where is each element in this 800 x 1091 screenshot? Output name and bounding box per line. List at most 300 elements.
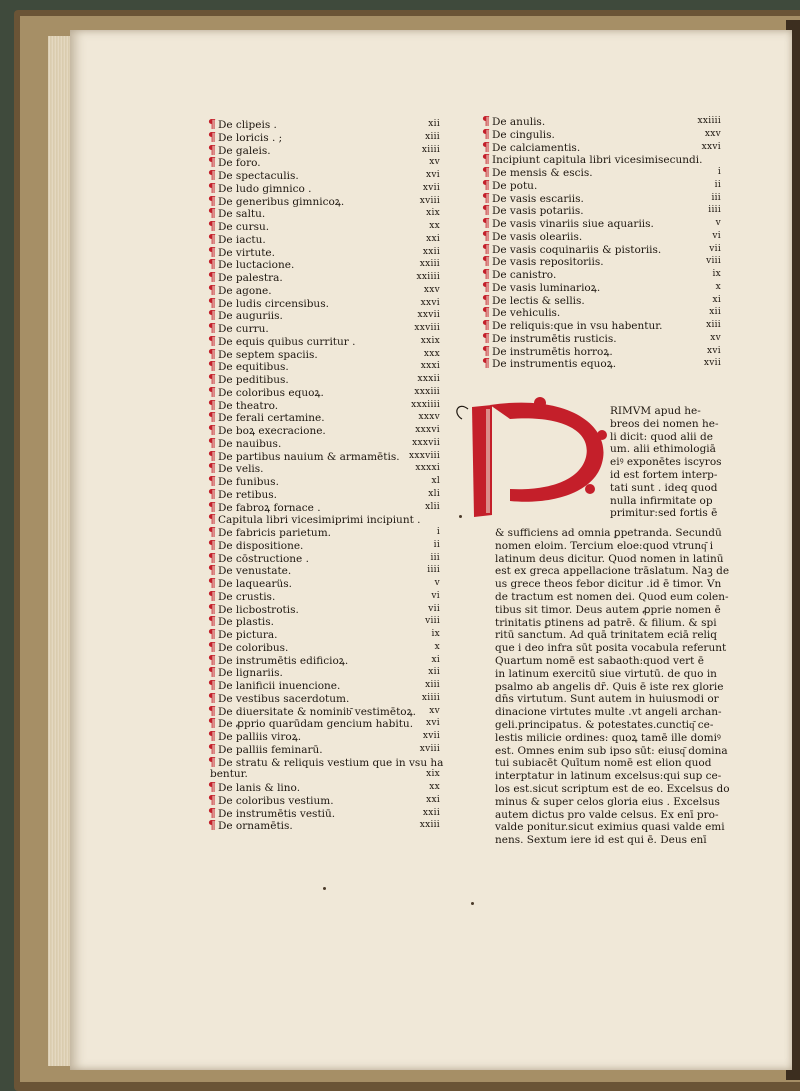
chapter-entry	[482, 217, 724, 230]
text-line: est. Omnes enim sub ipso sūt: eiusq͂ domina	[495, 744, 728, 757]
chapter-number: xxi	[426, 794, 440, 805]
chapter-entry	[208, 434, 443, 450]
chapter-number: xxiiii	[416, 272, 440, 282]
chapter-number: xxvi	[701, 141, 721, 152]
rubric-mark: ¶	[208, 256, 216, 272]
chapter-title: De vehiculis.	[491, 307, 561, 320]
chapter-title: De foro.	[217, 157, 261, 170]
chapter-number: iii	[430, 552, 440, 563]
ink-speck	[323, 887, 326, 890]
text-line: RIMVM apud he-	[610, 405, 701, 417]
chapter-entry	[482, 189, 724, 205]
chapter-title: De palliis viroꝝ.	[217, 731, 302, 743]
rubric-mark: ¶	[482, 342, 490, 358]
text-line: nomen eloim. Tercium eloe:quod vtrunq͂ i	[495, 539, 714, 552]
text-line: tati sunt . ideq quod	[610, 481, 718, 494]
chapter-number: xxvii	[417, 310, 440, 321]
chapter-title: De vasis repositoriis.	[491, 256, 604, 269]
rubric-mark: ¶	[208, 524, 216, 539]
text-line: breos dei nomen he-	[610, 417, 719, 430]
rubric-mark: ¶	[208, 587, 216, 603]
rubric-mark: ¶	[208, 817, 216, 833]
chapter-entry	[208, 322, 443, 335]
chapter-title: De palliis feminarū.	[217, 743, 323, 756]
chapter-number: iiii	[427, 565, 440, 576]
text-line: primitur:sed fortis ē	[610, 507, 718, 520]
text-line: in latinum exercitū siue virtutū. de quo in	[495, 667, 717, 680]
chapter-number: viii	[425, 616, 440, 627]
chapter-title: De ludo gimnico .	[217, 182, 312, 195]
rubric-mark: ¶	[482, 176, 490, 192]
chapter-title: De funibus.	[217, 476, 279, 488]
chapter-entry	[208, 526, 443, 539]
rubric-mark: ¶	[208, 332, 216, 348]
chapter-title: De partibus nauium & armamētis.	[217, 450, 400, 463]
text-line: eiꝰ exponētes iscyros	[610, 456, 722, 469]
rubric-mark: ¶	[208, 294, 216, 310]
rubric-mark: ¶	[482, 278, 490, 294]
chapter-entry	[208, 424, 443, 437]
rubric-mark: ¶	[482, 164, 490, 179]
chapter-number: xxv	[704, 128, 721, 139]
chapter-title: De canistro.	[491, 269, 557, 281]
chapter-number: xxxii	[417, 374, 440, 384]
chapter-title: De curru.	[217, 323, 269, 335]
chapter-title: De cōstructione .	[217, 552, 309, 565]
rubric-mark: ¶	[208, 804, 216, 820]
chapter-number: xxx	[423, 348, 440, 359]
chapter-number: ii	[714, 179, 721, 190]
rubric-mark: ¶	[208, 511, 216, 527]
chapter-entry	[208, 396, 443, 412]
chapter-title: De ferali certamine.	[217, 412, 325, 425]
chapter-list-left	[208, 118, 443, 832]
chapter-title: De dispositione.	[217, 539, 304, 552]
chapter-title: De pictura.	[217, 629, 278, 641]
chapter-entry	[208, 309, 443, 322]
chapter-number: v	[715, 218, 721, 228]
chapter-entry	[208, 411, 443, 424]
rubric-mark: ¶	[208, 677, 216, 692]
text-line: ritū sanctum. Ad quā trinitatem eciā reliq	[495, 629, 717, 642]
chapter-title: De ꝓprio quarūdam gencium habitu.	[217, 718, 414, 731]
rubric-mark: ¶	[208, 791, 216, 807]
chapter-number: xxxxi	[415, 463, 440, 474]
chapter-incipit	[208, 513, 443, 526]
rubric-mark: ¶	[208, 205, 216, 221]
chapter-number: iiii	[708, 205, 721, 216]
chapter-entry	[208, 243, 443, 259]
chapter-number: xxiii	[419, 259, 440, 270]
chapter-number: xl	[431, 476, 440, 486]
chapter-title: De velis.	[217, 463, 264, 476]
chapter-entry	[208, 207, 443, 220]
decorated-initial-p	[452, 393, 612, 523]
chapter-number: xvii	[703, 358, 721, 369]
rubric-mark: ¶	[482, 202, 490, 218]
chapter-entry	[482, 342, 724, 358]
chapter-number: vi	[431, 590, 440, 601]
chapter-entry	[208, 498, 443, 514]
chapter-title: De cursu.	[217, 221, 270, 233]
chapter-number: xxi	[426, 233, 440, 244]
text-line: dn̄s virtutum. Sunt autem in huiusmodi or	[495, 693, 719, 706]
chapter-entry	[208, 128, 443, 144]
rubric-mark: ¶	[208, 422, 216, 437]
rubric-mark: ¶	[482, 227, 490, 243]
chapter-entry	[208, 447, 443, 463]
text-line: nulla infirmitate op	[610, 494, 713, 507]
text-line: li dicit: quod alii de	[610, 430, 713, 443]
chapter-number: x	[715, 281, 721, 292]
chapter-title: De laquearüs.	[217, 578, 293, 590]
rubric-mark: ¶	[208, 779, 216, 794]
chapter-title: De theatro.	[217, 399, 279, 412]
text-line: trinitatis ꝑtinens ad patrē. & filium. & spi	[495, 616, 717, 629]
chapter-title: De iactu.	[217, 233, 266, 246]
chapter-title: De coloribus.	[217, 641, 289, 654]
chapter-number: xx	[429, 782, 440, 792]
chapter-entry	[208, 666, 443, 679]
chapter-number: vi	[712, 230, 721, 241]
rubric-mark: ¶	[208, 715, 216, 731]
chapter-entry	[208, 230, 443, 246]
chapter-entry	[208, 564, 443, 577]
chapter-entry	[208, 281, 443, 297]
chapter-title: De palestra.	[217, 272, 283, 284]
chapter-entry	[482, 291, 724, 307]
rubric-mark: ¶	[208, 664, 216, 680]
chapter-title: De peditibus.	[217, 374, 289, 386]
chapter-entry	[208, 740, 443, 756]
chapter-title: Capitula libri vicesimiprimi incipiunt .	[217, 514, 421, 527]
chapter-number: xxxi	[420, 361, 440, 372]
rubric-mark: ¶	[208, 269, 216, 284]
chapter-title: De coloribus equoꝝ.	[217, 386, 324, 399]
rubric-mark: ¶	[482, 355, 490, 371]
chapter-number: ii	[433, 539, 440, 550]
rubric-mark: ¶	[208, 434, 216, 450]
chapter-entry	[208, 169, 443, 182]
rubric-mark: ¶	[208, 383, 216, 399]
rubric-mark: ¶	[208, 626, 216, 641]
rubric-mark: ¶	[482, 138, 490, 154]
ink-speck	[471, 902, 474, 905]
chapter-number: xi	[431, 654, 440, 665]
rubric-mark: ¶	[208, 141, 216, 157]
chapter-entry	[208, 791, 443, 807]
text-line: interptatur in latinum excelsus:qui sup ce-	[495, 770, 722, 783]
chapter-entry	[208, 220, 443, 233]
text-line: valde ponitur.sicut eximius quasi valde emi	[495, 821, 725, 834]
text-line: que i deo infra sūt posita vocabula referunt	[495, 642, 727, 655]
rubric-mark: ¶	[208, 230, 216, 246]
chapter-number: xxvi	[420, 297, 440, 308]
chapter-number: xxxiii	[414, 386, 440, 397]
chapter-number: vii	[709, 243, 721, 254]
chapter-entry	[208, 549, 443, 565]
chapter-entry	[208, 804, 443, 820]
chapter-number: xvi	[426, 170, 440, 180]
chapter-number: xiii	[425, 131, 440, 142]
chapter-entry	[208, 271, 443, 284]
chapter-entry	[482, 176, 724, 192]
chapter-entry	[208, 485, 443, 501]
chapter-number: xix	[426, 769, 440, 780]
chapter-entry	[208, 768, 443, 781]
chapter-title: De vasis coquinariis & pistoriis.	[491, 243, 662, 256]
rubric-mark: ¶	[208, 179, 216, 195]
chapter-entry	[482, 115, 724, 128]
rubric-mark: ¶	[208, 128, 216, 144]
chapter-number: xii	[428, 667, 440, 678]
chapter-entry	[482, 255, 724, 268]
chapter-number: xxxvii	[412, 437, 440, 448]
chapter-title: De vasis escariis.	[491, 192, 584, 205]
rubric-mark: ¶	[208, 651, 216, 667]
chapter-entry	[208, 717, 443, 730]
rubric-mark: ¶	[208, 243, 216, 259]
chapter-title: De equis quibus curritur .	[217, 335, 356, 348]
chapter-title: De lanis & lino.	[217, 782, 301, 794]
chapter-title: De vestibus sacerdotum.	[217, 692, 350, 705]
text-line: Quartum nomē est sabaoth:quod vert ē	[495, 654, 704, 667]
chapter-title: De lanificii inuencione.	[217, 680, 341, 692]
rubric-mark: ¶	[482, 125, 490, 141]
text-line: geli.principatus. & potestates.cunctiq͂ ce-	[495, 718, 714, 731]
chapter-entry	[208, 781, 443, 794]
chapter-title: De anulis.	[491, 116, 546, 128]
chapter-title: De galeis.	[217, 144, 271, 157]
chapter-entry	[208, 679, 443, 692]
chapter-number: xxxiiii	[411, 399, 440, 410]
chapter-entry	[208, 258, 443, 271]
chapter-title: De generibus gimnicoꝝ.	[217, 195, 345, 208]
rubric-mark: ¶	[208, 702, 216, 718]
chapter-number: xxiiii	[697, 116, 721, 126]
text-line: est ex greca appellacione trāslatum. Naꝫ de	[495, 565, 730, 578]
chapter-number: xix	[426, 208, 440, 219]
chapter-title: De instrumentis equoꝝ.	[491, 358, 617, 371]
rubric-mark: ¶	[208, 154, 216, 170]
chapter-number: xxxviii	[408, 450, 440, 461]
chapter-title: De vasis vinariis siue aquariis.	[491, 218, 654, 230]
chapter-entry	[482, 306, 724, 319]
chapter-title: De plastis.	[217, 616, 274, 629]
chapter-title: De vasis luminarioꝝ.	[491, 281, 601, 294]
chapter-number: x	[434, 641, 440, 652]
chapter-title: De auguriis.	[217, 310, 283, 323]
chapter-title: De agone.	[217, 284, 272, 297]
chapter-number: ix	[712, 269, 721, 279]
chapter-title: De instrumētis vestiū.	[217, 807, 336, 820]
rubric-mark: ¶	[208, 460, 216, 476]
chapter-number: xviii	[419, 743, 440, 754]
rubric-mark: ¶	[482, 253, 490, 269]
text-line: tibus sit timor. Deus autem ꝓprie nomen ē	[495, 603, 721, 616]
chapter-entry	[482, 319, 724, 332]
chapter-entry	[482, 125, 724, 141]
chapter-title: De diuersitate & nominib͂ vestimētoꝝ.	[217, 705, 417, 718]
chapter-number: xxxvi	[415, 425, 440, 435]
chapter-title: De virtute.	[217, 246, 275, 259]
rubric-mark: ¶	[482, 215, 490, 230]
rubric-mark: ¶	[482, 240, 490, 256]
chapter-entry	[208, 141, 443, 157]
chapter-entry	[208, 345, 443, 361]
rubric-mark: ¶	[482, 304, 490, 320]
chapter-entry	[208, 730, 443, 743]
text-line: tui subiacēt Quītum nomē est elion quod	[495, 757, 712, 770]
rubric-mark: ¶	[208, 562, 216, 578]
chapter-title: De instrumētis horroꝝ.	[491, 345, 613, 358]
rubric-mark: ¶	[208, 728, 216, 743]
rubric-mark: ¶	[208, 549, 216, 565]
chapter-number: xxii	[422, 246, 440, 257]
chapter-entry	[482, 278, 724, 294]
chapter-title: De nauibus.	[217, 437, 282, 450]
rubric-mark: ¶	[208, 753, 216, 769]
chapter-number: ix	[431, 629, 440, 639]
chapter-title: De mensis & escis.	[491, 167, 593, 179]
rubric-mark: ¶	[482, 291, 490, 307]
rubric-mark: ¶	[208, 307, 216, 323]
rubric-mark: ¶	[208, 116, 216, 131]
text-line: de tractum est nomen dei. Quod eum colen-	[495, 590, 729, 603]
chapter-entry	[208, 587, 443, 603]
chapter-number: iii	[711, 192, 721, 203]
chapter-number: xiiii	[421, 692, 440, 703]
text-line: autem dictus pro valde celsus. Ex enī pro-	[495, 808, 719, 821]
chapter-entry	[208, 615, 443, 628]
chapter-number: xv	[429, 705, 440, 716]
text-line: id est fortem interp-	[610, 468, 718, 481]
ink-speck	[459, 515, 462, 518]
rubric-mark: ¶	[482, 113, 490, 128]
chapter-entry	[208, 156, 443, 169]
rubric-mark: ¶	[482, 266, 490, 281]
chapter-number: xii	[428, 119, 440, 129]
rubric-mark: ¶	[208, 447, 216, 463]
chapter-title: De calciamentis.	[491, 141, 581, 154]
rubric-mark: ¶	[208, 218, 216, 233]
prose-body	[495, 527, 730, 847]
chapter-number: xvi	[707, 345, 721, 356]
chapter-entry	[208, 651, 443, 667]
chapter-number: xv	[710, 332, 721, 343]
chapter-number: i	[717, 167, 721, 177]
rubric-mark: ¶	[482, 317, 490, 332]
chapter-number: xxiii	[419, 820, 440, 831]
chapter-title: De retibus.	[217, 488, 277, 501]
chapter-entry	[208, 179, 443, 195]
text-line: lestis milicie ordines: quoꝝ tamē ille domiꝰ	[495, 731, 721, 744]
chapter-entry	[208, 475, 443, 488]
chapter-title: De loricis . ;	[217, 131, 283, 144]
chapter-list-right	[482, 115, 724, 370]
rubric-mark: ¶	[208, 192, 216, 208]
text-line: los est.sicut scriptum est de eo. Excelsus do	[495, 782, 730, 795]
rubric-mark: ¶	[208, 498, 216, 514]
chapter-entry	[208, 638, 443, 654]
chapter-title: De crustis.	[217, 590, 276, 603]
chapter-number: xviii	[419, 195, 440, 206]
chapter-title: De coloribus vestium.	[217, 794, 334, 807]
chapter-entry	[482, 138, 724, 154]
chapter-entry	[208, 753, 444, 769]
rubric-mark: ¶	[482, 329, 490, 345]
chapter-title: De lectis & sellis.	[491, 294, 585, 307]
chapter-number: xiiii	[421, 144, 440, 155]
chapter-title: De stratu & reliquis vestium que in vsu ha	[217, 756, 444, 769]
chapter-entry	[208, 383, 443, 399]
rubric-mark: ¶	[482, 151, 490, 167]
chapter-number: xxviii	[414, 323, 440, 333]
rubric-mark: ¶	[208, 575, 216, 590]
chapter-entry	[482, 227, 724, 243]
chapter-number: xv	[429, 157, 440, 168]
text-line: & sufficiens ad omnia ꝑpetranda. Secundū	[495, 527, 722, 539]
text-line: um. alii ethimologiā	[610, 443, 716, 456]
rubric-mark: ¶	[208, 600, 216, 616]
rubric-mark: ¶	[208, 638, 216, 654]
chapter-title: De instrumētis edificioꝝ.	[217, 654, 349, 667]
chapter-number: xi	[712, 294, 721, 305]
text-line: psalmo ab angelis dr̄. Quis ē iste rex glorie	[495, 680, 724, 693]
chapter-number: xlii	[425, 501, 440, 512]
chapter-incipit	[482, 153, 724, 166]
rubric-mark: ¶	[208, 613, 216, 629]
chapter-number: xiii	[425, 680, 440, 690]
chapter-title: De instrumētis rusticis.	[491, 332, 617, 345]
chapter-entry	[208, 118, 443, 131]
chapter-entry	[482, 240, 724, 256]
chapter-entry	[208, 577, 443, 590]
rubric-mark: ¶	[208, 167, 216, 182]
chapter-entry	[208, 360, 443, 373]
chapter-title: De vasis potariis.	[491, 205, 584, 218]
text-line: minus & super celos gloria eius . Excelsus	[495, 795, 720, 808]
chapter-title: De reliquis:que in vsu habentur.	[491, 320, 663, 332]
rubric-mark: ¶	[208, 345, 216, 361]
rubric-mark: ¶	[208, 396, 216, 412]
chapter-title: De spectaculis.	[217, 170, 299, 182]
chapter-number: vii	[428, 603, 440, 614]
chapter-number: xvi	[426, 718, 440, 729]
prose-beside-initial	[610, 405, 722, 520]
chapter-title: De venustate.	[217, 565, 292, 578]
rubric-mark: ¶	[208, 409, 216, 425]
chapter-title: De lignariis.	[217, 667, 283, 680]
chapter-title: bentur.	[210, 768, 248, 781]
chapter-title: De saltu.	[217, 208, 266, 221]
rubric-mark: ¶	[482, 189, 490, 205]
chapter-entry	[482, 166, 724, 179]
chapter-entry	[208, 294, 443, 310]
chapter-title: De ludis circensibus.	[217, 297, 329, 310]
chapter-number: xvii	[422, 182, 440, 193]
chapter-entry	[208, 600, 443, 616]
chapter-title: De fabricis parietum.	[217, 527, 331, 539]
chapter-number: xvii	[422, 731, 440, 741]
chapter-title: De fabroꝝ fornace .	[217, 501, 321, 514]
chapter-entry	[482, 268, 724, 281]
text-line: latinum deus dicitur. Quod nomen in latinū	[495, 552, 724, 565]
chapter-title: De vasis oleariis.	[491, 230, 583, 243]
text-line: dinacione virtutes multe .vt angeli archan-	[495, 706, 722, 719]
rubric-mark: ¶	[208, 320, 216, 335]
rubric-mark: ¶	[208, 740, 216, 756]
